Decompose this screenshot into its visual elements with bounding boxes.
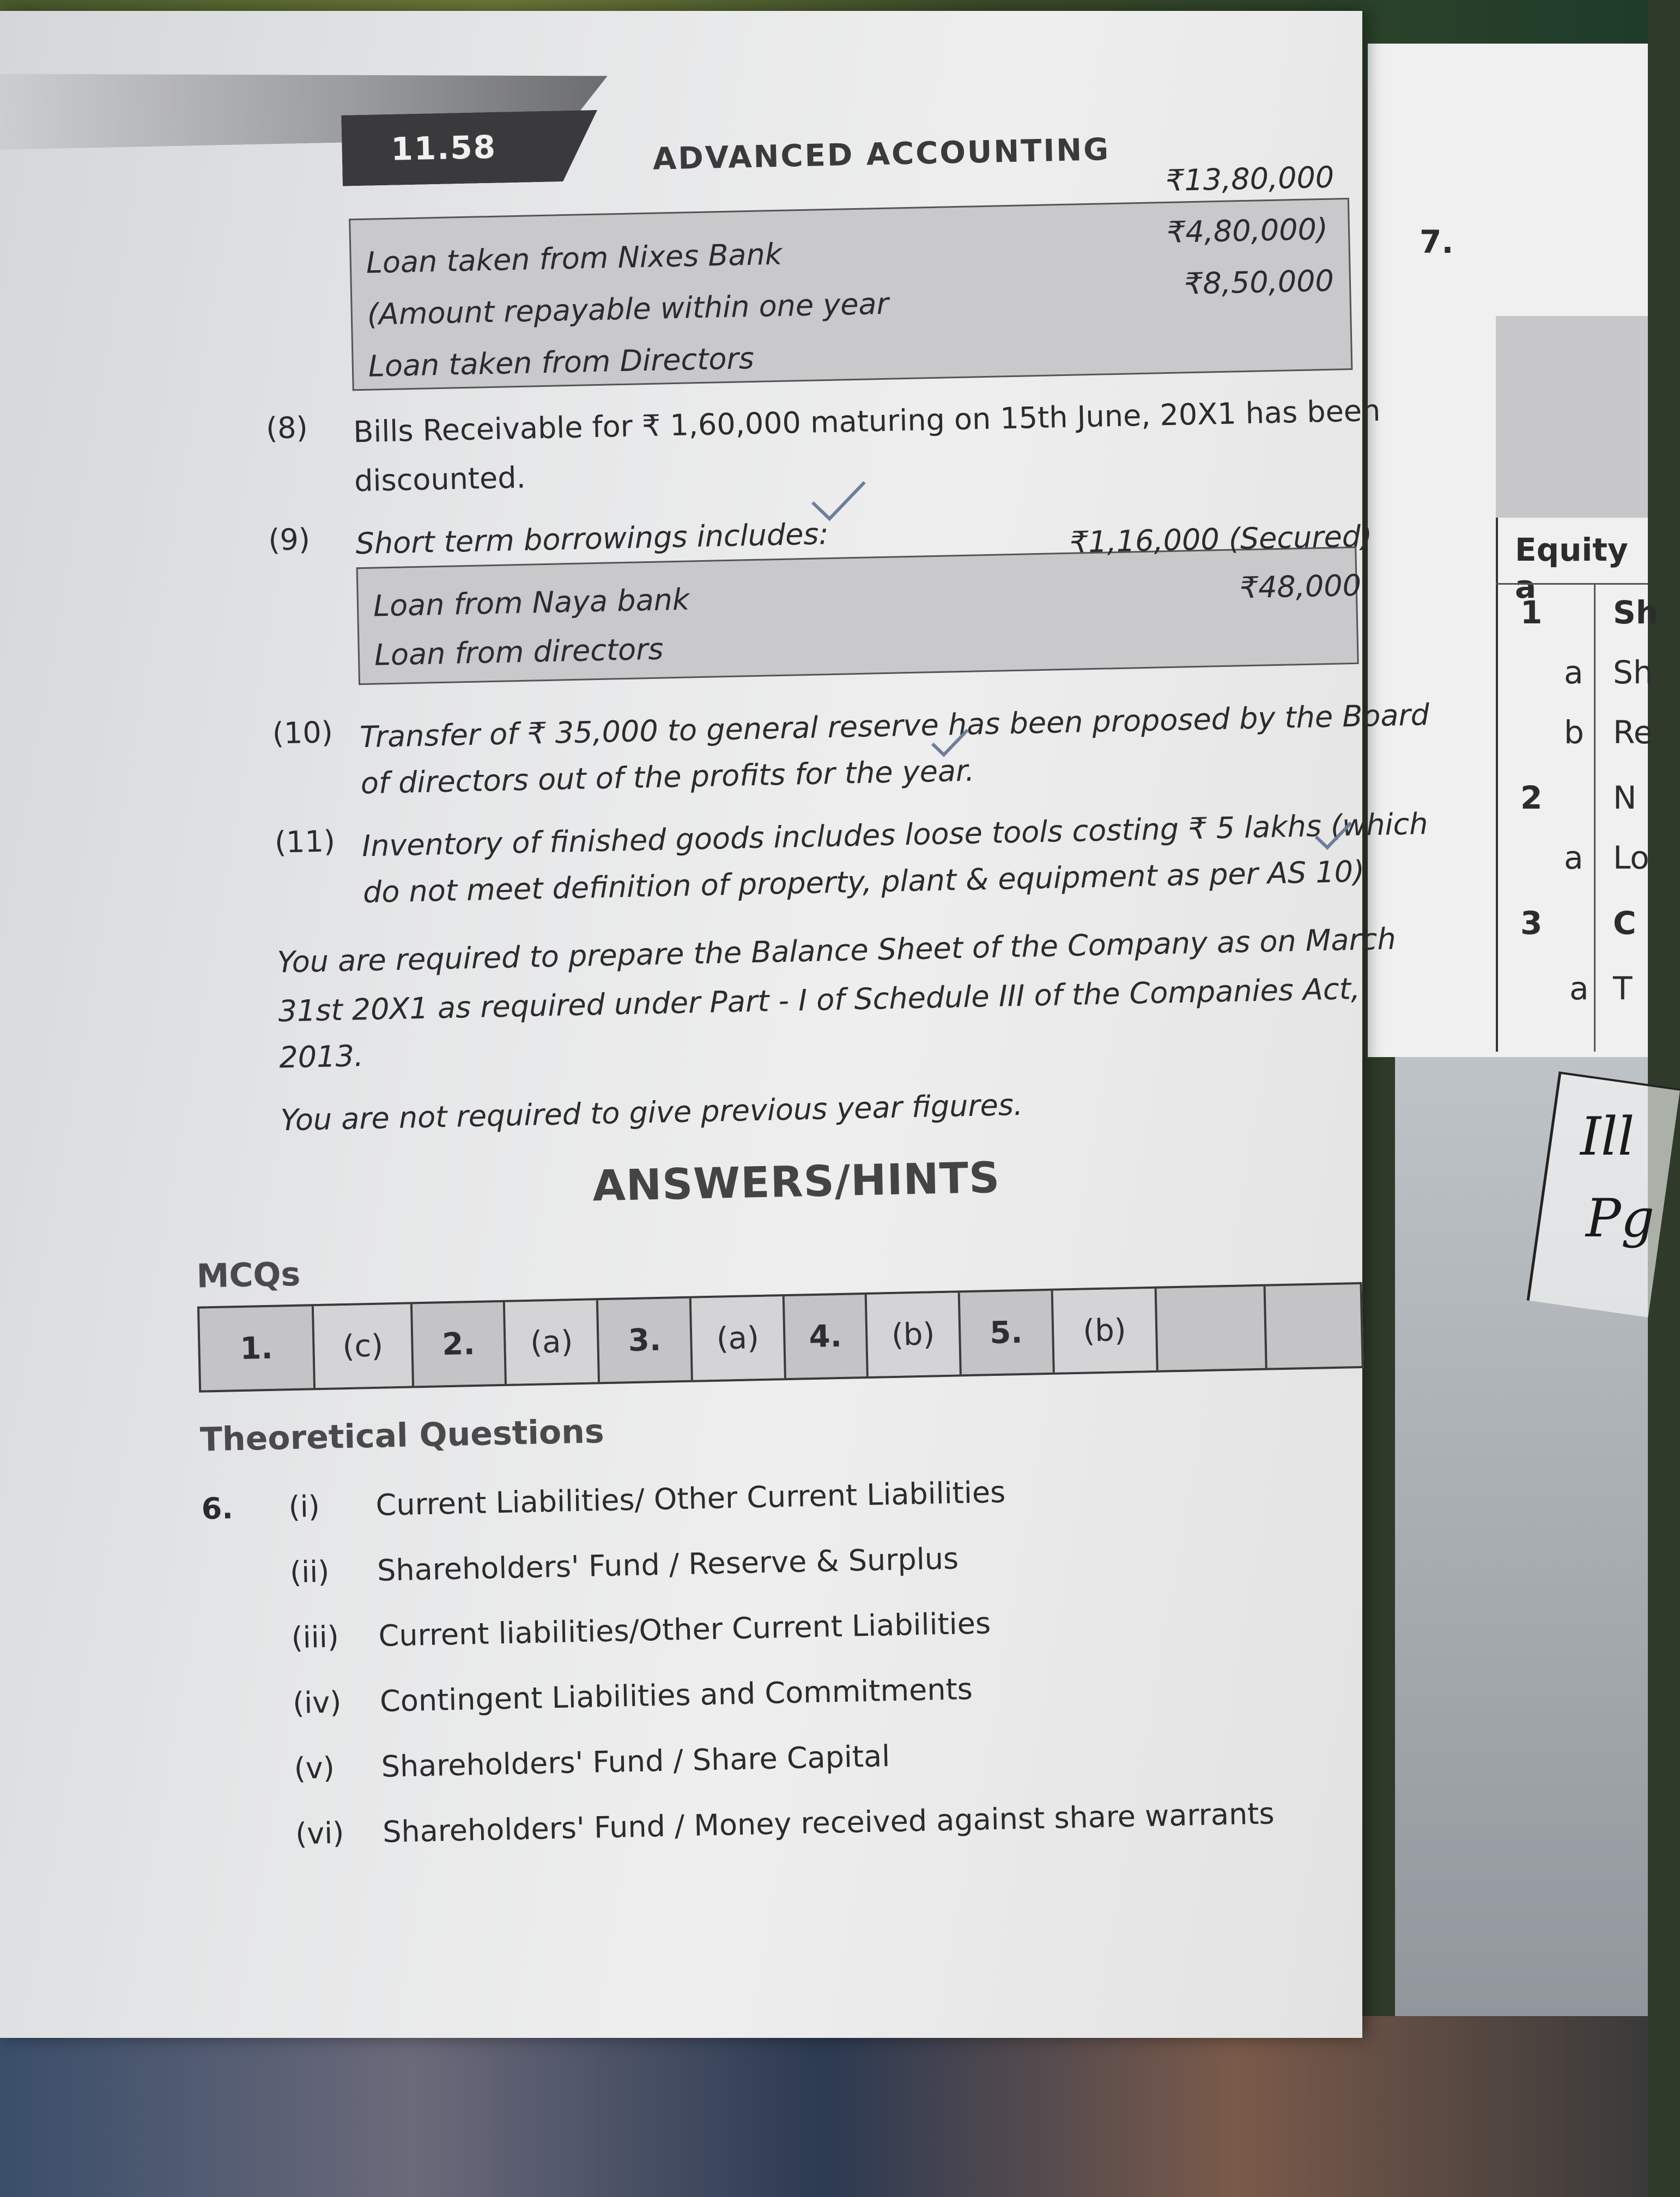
- right-row-text: C: [1613, 905, 1636, 942]
- item-number: (8): [265, 410, 308, 446]
- part-text: Contingent Liabilities and Commitments: [379, 1672, 973, 1719]
- part-text: Shareholders' Fund / Money received against share warrants: [382, 1796, 1275, 1849]
- loan-row-amount: ₹4,80,000): [1166, 211, 1329, 250]
- answers-title: ANSWERS/HINTS: [592, 1153, 1001, 1211]
- borrowing-row-amount: ₹48,000: [1239, 568, 1362, 605]
- mcq-answer-table: [197, 1282, 1364, 1393]
- item-number: (10): [272, 715, 333, 751]
- loan-row-label: Loan taken from Directors: [368, 341, 755, 384]
- loan-row-amount: ₹8,50,000: [1184, 263, 1335, 301]
- right-table-rule: [1496, 583, 1648, 585]
- right-row-text: Sh: [1613, 654, 1653, 691]
- mcq-question: 4.: [785, 1295, 869, 1378]
- part-text: Shareholders' Fund / Share Capital: [381, 1739, 890, 1784]
- right-row-text: Lo: [1613, 839, 1649, 876]
- mcq-empty-cell: [1157, 1286, 1267, 1370]
- item-number: (9): [268, 522, 311, 557]
- item-text: do not meet definition of property, plant & equipment as per AS 10): [362, 854, 1365, 910]
- part-text: Current Liabilities/ Other Current Liabilities: [375, 1474, 1006, 1522]
- mcq-answer: (b): [867, 1292, 962, 1376]
- instruction-text: You are required to prepare the Balance Sheet of the Company as on March: [277, 921, 1397, 980]
- mcq-heading: MCQs: [196, 1255, 301, 1296]
- right-row-sub: a: [1569, 970, 1589, 1007]
- borrowing-row-label: Loan from directors: [374, 632, 664, 672]
- mcq-answer: (c): [314, 1304, 414, 1388]
- right-row-num: 3: [1520, 905, 1543, 942]
- item-text: Inventory of finished goods includes loose tools costing ₹ 5 lakhs (which: [361, 806, 1428, 864]
- instruction-text: You are not required to give previous year figures.: [280, 1087, 1023, 1138]
- mcq-empty-cell: [1266, 1284, 1362, 1368]
- item-text: Transfer of ₹ 35,000 to general reserve has been proposed by the Board: [359, 697, 1430, 755]
- right-row-text: N: [1613, 779, 1637, 816]
- part-text: Shareholders' Fund / Reserve & Surplus: [377, 1541, 959, 1588]
- right-row-sub: a: [1564, 839, 1584, 876]
- page-number: 11.58: [390, 128, 497, 168]
- mcq-answer: (a): [692, 1296, 786, 1380]
- part-roman: (iv): [292, 1685, 342, 1721]
- part-text: Current liabilities/Other Current Liabilities: [378, 1606, 991, 1653]
- part-roman: (v): [294, 1750, 335, 1786]
- right-table-header-shade: [1496, 316, 1648, 518]
- instruction-text: 2013.: [278, 1039, 364, 1075]
- right-row-text: T: [1613, 970, 1633, 1007]
- instruction-text: 31st 20X1 as required under Part - I of Schedule III of the Companies Act,: [277, 971, 1361, 1029]
- right-row-text: Sh: [1613, 594, 1659, 631]
- note-line: Pg: [1586, 1188, 1655, 1249]
- running-head: ADVANCED ACCOUNTING: [652, 132, 1111, 177]
- right-row-num: 1: [1520, 594, 1543, 631]
- note-line: Ill: [1580, 1106, 1635, 1167]
- item-text: discounted.: [354, 460, 526, 499]
- loan-row-label: Loan taken from Nixes Bank: [366, 236, 783, 280]
- right-table-header: Equity a: [1515, 531, 1628, 605]
- right-question-number: 7.: [1420, 223, 1454, 260]
- mcq-question: 2.: [413, 1302, 507, 1386]
- right-row-text: Re: [1613, 714, 1653, 751]
- part-roman: (ii): [289, 1554, 330, 1590]
- part-roman: (vi): [295, 1816, 344, 1852]
- book-page: [0, 11, 1430, 2038]
- loan-row-amount: ₹13,80,000: [1165, 160, 1335, 198]
- mcq-answer: (b): [1053, 1289, 1159, 1373]
- item-text: of directors out of the profits for the year.: [360, 753, 975, 801]
- part-roman: (iii): [291, 1619, 339, 1655]
- right-row-sub: a: [1564, 654, 1584, 691]
- right-table-col-rule: [1594, 583, 1596, 1052]
- right-row-num: 2: [1520, 779, 1543, 816]
- borrowing-row-amount: ₹1,16,000 (Secured): [1069, 519, 1373, 560]
- theory-heading: Theoretical Questions: [199, 1412, 605, 1459]
- right-row-sub: b: [1564, 714, 1584, 751]
- mcq-question: 5.: [960, 1291, 1055, 1375]
- loan-row-label: (Amount repayable within one year: [367, 286, 889, 332]
- item-number: (11): [274, 824, 336, 860]
- mcq-question: 1.: [199, 1306, 316, 1390]
- item-text: Short term borrowings includes:: [355, 517, 829, 561]
- mcq-answer: (a): [505, 1300, 600, 1384]
- question-number: 6.: [201, 1491, 234, 1526]
- check-mark-icon: [811, 466, 866, 521]
- borrowing-row-label: Loan from Naya bank: [373, 582, 690, 623]
- mcq-question: 3.: [598, 1298, 693, 1382]
- part-roman: (i): [288, 1489, 320, 1525]
- item-text: Bills Receivable for ₹ 1,60,000 maturing on 15th June, 20X1 has been: [353, 393, 1381, 450]
